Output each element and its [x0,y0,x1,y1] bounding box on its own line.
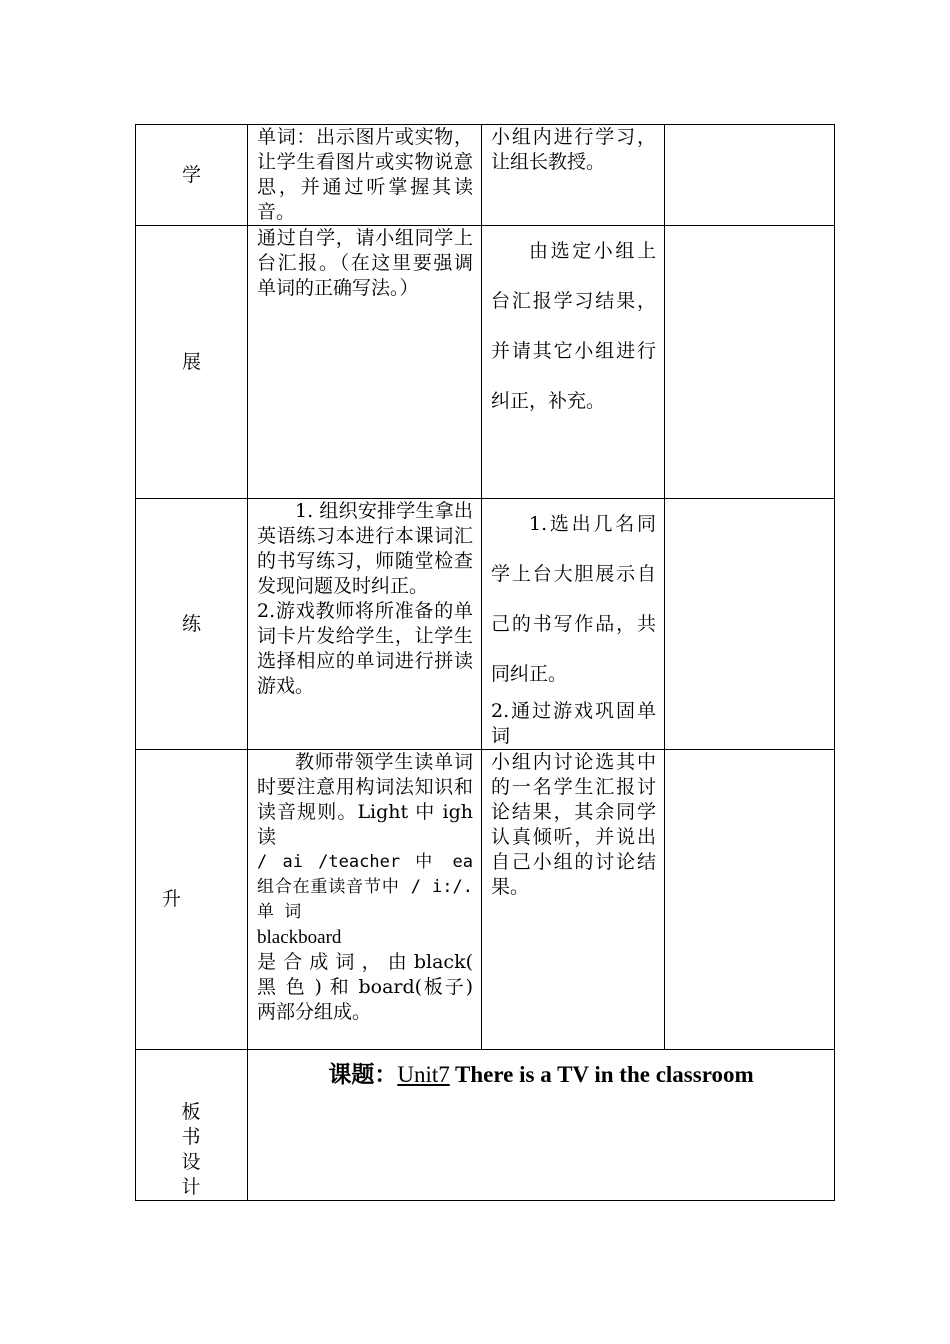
student-step-1: 1.选出几名同学上台大胆展示自己的书写作品，共同纠正。 [491,513,656,685]
stage-label-lian: 练 [136,499,248,750]
table-row-zhan [136,226,835,499]
board-title-rest: There is a TV in the classroom [449,1062,754,1087]
teacher-activity-xue: 单词：出示图片或实物，让学生看图片或实物说意思，并通过听掌握其读音。 [248,125,482,226]
table-row-lian [136,499,835,750]
teacher-text-2: / ai /teacher 中 ea 组合在重读音节中 / i:/. 单 词 [257,852,473,922]
student-activity-lian [482,499,665,750]
note-cell-zhan [665,226,835,499]
teacher-step-2: 2.游戏教师将所准备的单词卡片发给学生，让学生选择相应的单词进行拼读游戏。 [257,600,473,697]
lesson-plan-table [135,124,835,1201]
student-activity-sheng: 小组内讨论选其中的一名学生汇报讨论结果，其余同学认真倾听，并说出自己小组的讨论结果。 [482,750,665,1050]
stage-label-board: 板书设计 [136,1050,248,1201]
table-row-sheng [136,750,835,1050]
teacher-activity-zhan: 通过自学，请小组同学上台汇报。（在这里要强调单词的正确写法。） [248,226,482,499]
student-activity-xue: 小组内进行学习，让组长教授。 [482,125,665,226]
teacher-text-1: 教师带领学生读单词时要注意用构词法知识和读音规则。Light 中 igh 读 [257,751,473,848]
teacher-step-1: 1. 组织安排学生拿出英语练习本进行本课词汇的书写练习，师随堂检查发现问题及时纠正。 [257,500,473,597]
board-title-unit: Unit7 [397,1062,450,1087]
teacher-text-4: 是 合 成 词 ， 由 black( 黑 色 ) 和 board(板子)两部分组成。 [257,951,473,1023]
student-activity-zhan: 由选定小组上台汇报学习结果，并请其它小组进行纠正，补充。 [482,226,665,499]
teacher-activity-sheng [248,750,482,1050]
teacher-text-3: blackboard [257,927,342,948]
table-row-xue [136,125,835,226]
stage-label-sheng: 升 [136,750,248,1050]
board-title [248,1050,834,1090]
table-row-board [136,1050,835,1201]
board-title-prefix: 课题： [328,1061,398,1088]
stage-label-xue: 学 [136,125,248,226]
note-cell-lian [665,499,835,750]
note-cell-xue [665,125,835,226]
note-cell-sheng [665,750,835,1050]
student-step-2: 2.通过游戏巩固单词 [491,700,656,747]
teacher-activity-lian [248,499,482,750]
stage-label-zhan: 展 [136,226,248,499]
board-design-cell [248,1050,835,1201]
